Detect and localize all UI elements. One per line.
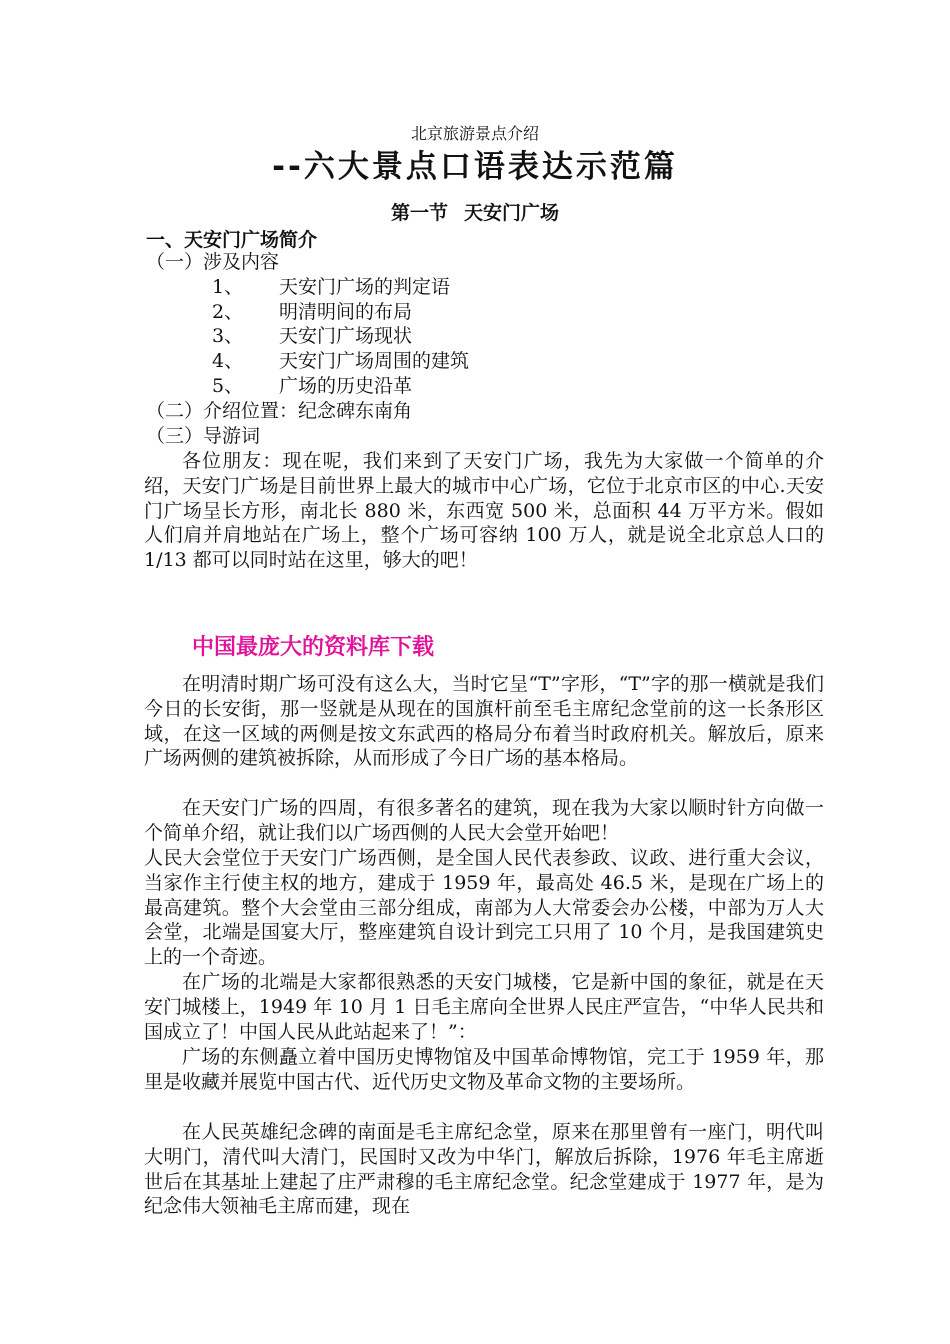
- list-item: [212, 324, 412, 349]
- subheading-contents: （一）涉及内容: [146, 251, 280, 273]
- paragraph-tiananmen-gate: 在广场的北端是大家都很熟悉的天安门城楼，它是新中国的象征，就是在天安门城楼上，1949 年 10 月 1 日毛主席向全世界人民庄严宣告，“中华人民共和国成立了！中国人民从此站起来了！”：: [144, 971, 824, 1043]
- heading-intro: 一、天安门广场简介: [146, 229, 318, 251]
- list-item: [212, 300, 412, 325]
- subheading-location: （二）介绍位置：纪念碑东南角: [146, 400, 413, 422]
- list-item-number: 5、: [212, 375, 244, 397]
- list-item: [212, 374, 412, 399]
- list-item-text: 天安门广场周围的建筑: [279, 350, 470, 372]
- list-item-text: 广场的历史沿革: [279, 375, 413, 397]
- list-item-number: 3、: [212, 325, 244, 347]
- section-title: [0, 200, 950, 226]
- list-item-text: 天安门广场现状: [279, 325, 413, 347]
- paragraph-great-hall: 人民大会堂位于天安门广场西侧，是全国人民代表参政、议政、进行重大会议，当家作主行使主权的地方，建成于 1959 年，最高处 46.5 米，是现在广场上的最高建筑。整个大会堂由三部分组成，南部为人大常委会办公楼，中部为万人大会堂，北端是国宴大厅，整座建筑自设计到完工只用了 10 个月，是我国建筑史上的一个奇迹。: [144, 847, 824, 969]
- list-item: [212, 349, 469, 374]
- list-item-number: 4、: [212, 350, 244, 372]
- list-item-number: 2、: [212, 301, 244, 323]
- paragraph-history: 在明清时期广场可没有这么大，当时它呈“T”字形，“T”字的那一横就是我们今日的长安街，那一竖就是从现在的国旗杆前至毛主席纪念堂前的这一长条形区域，在这一区域的两侧是按文东武西的格局分布着当时政府机关。解放后，原来广场两侧的建筑被拆除，从而形成了今日广场的基本格局。: [144, 673, 824, 770]
- list-item: [212, 275, 450, 300]
- section-label: 第一节: [390, 202, 448, 224]
- subheading-guide-script: （三）导游词: [146, 425, 261, 447]
- list-item-text: 天安门广场的判定语: [279, 276, 451, 298]
- paragraph-surroundings: 在天安门广场的四周，有很多著名的建筑，现在我为大家以顺时针方向做一个简单介绍，就让我们以广场西侧的人民大会堂开始吧！: [144, 797, 824, 844]
- paragraph-memorial-hall: 在人民英雄纪念碑的南面是毛主席纪念堂，原来在那里曾有一座门，明代叫大明门，清代叫大清门，民国时又改为中华门，解放后拆除，1976 年毛主席逝世后在其基址上建起了庄严肃穆的毛主席纪念堂。纪念堂建成于 1977 年，是为纪念伟大领袖毛主席而建，现在: [144, 1121, 824, 1218]
- download-ad-link[interactable]: 中国最庞大的资料库下载: [192, 635, 435, 660]
- paragraph-museums: 广场的东侧矗立着中国历史博物馆及中国革命博物馆，完工于 1959 年，那里是收藏并展览中国古代、近代历史文物及革命文物的主要场所。: [144, 1046, 824, 1093]
- document-supertitle: 北京旅游景点介绍: [410, 124, 539, 143]
- document-title: --六大景点口语表达示范篇: [272, 149, 678, 185]
- list-item-text: 明清明间的布局: [279, 301, 413, 323]
- section-name: 天安门广场: [464, 202, 560, 224]
- list-item-number: 1、: [212, 276, 244, 298]
- paragraph-intro: 各位朋友：现在呢，我们来到了天安门广场，我先为大家做一个简单的介绍，天安门广场是目前世界上最大的城市中心广场，它位于北京市区的中心.天安门广场呈长方形，南北长 880 米，东西宽 500 米，总面积 44 万平方米。假如人们肩并肩地站在广场上，整个广场可容纳 100 万人，就是说全北京总人口的 1/13 都可以同时站在这里，够大的吧！: [144, 450, 824, 572]
